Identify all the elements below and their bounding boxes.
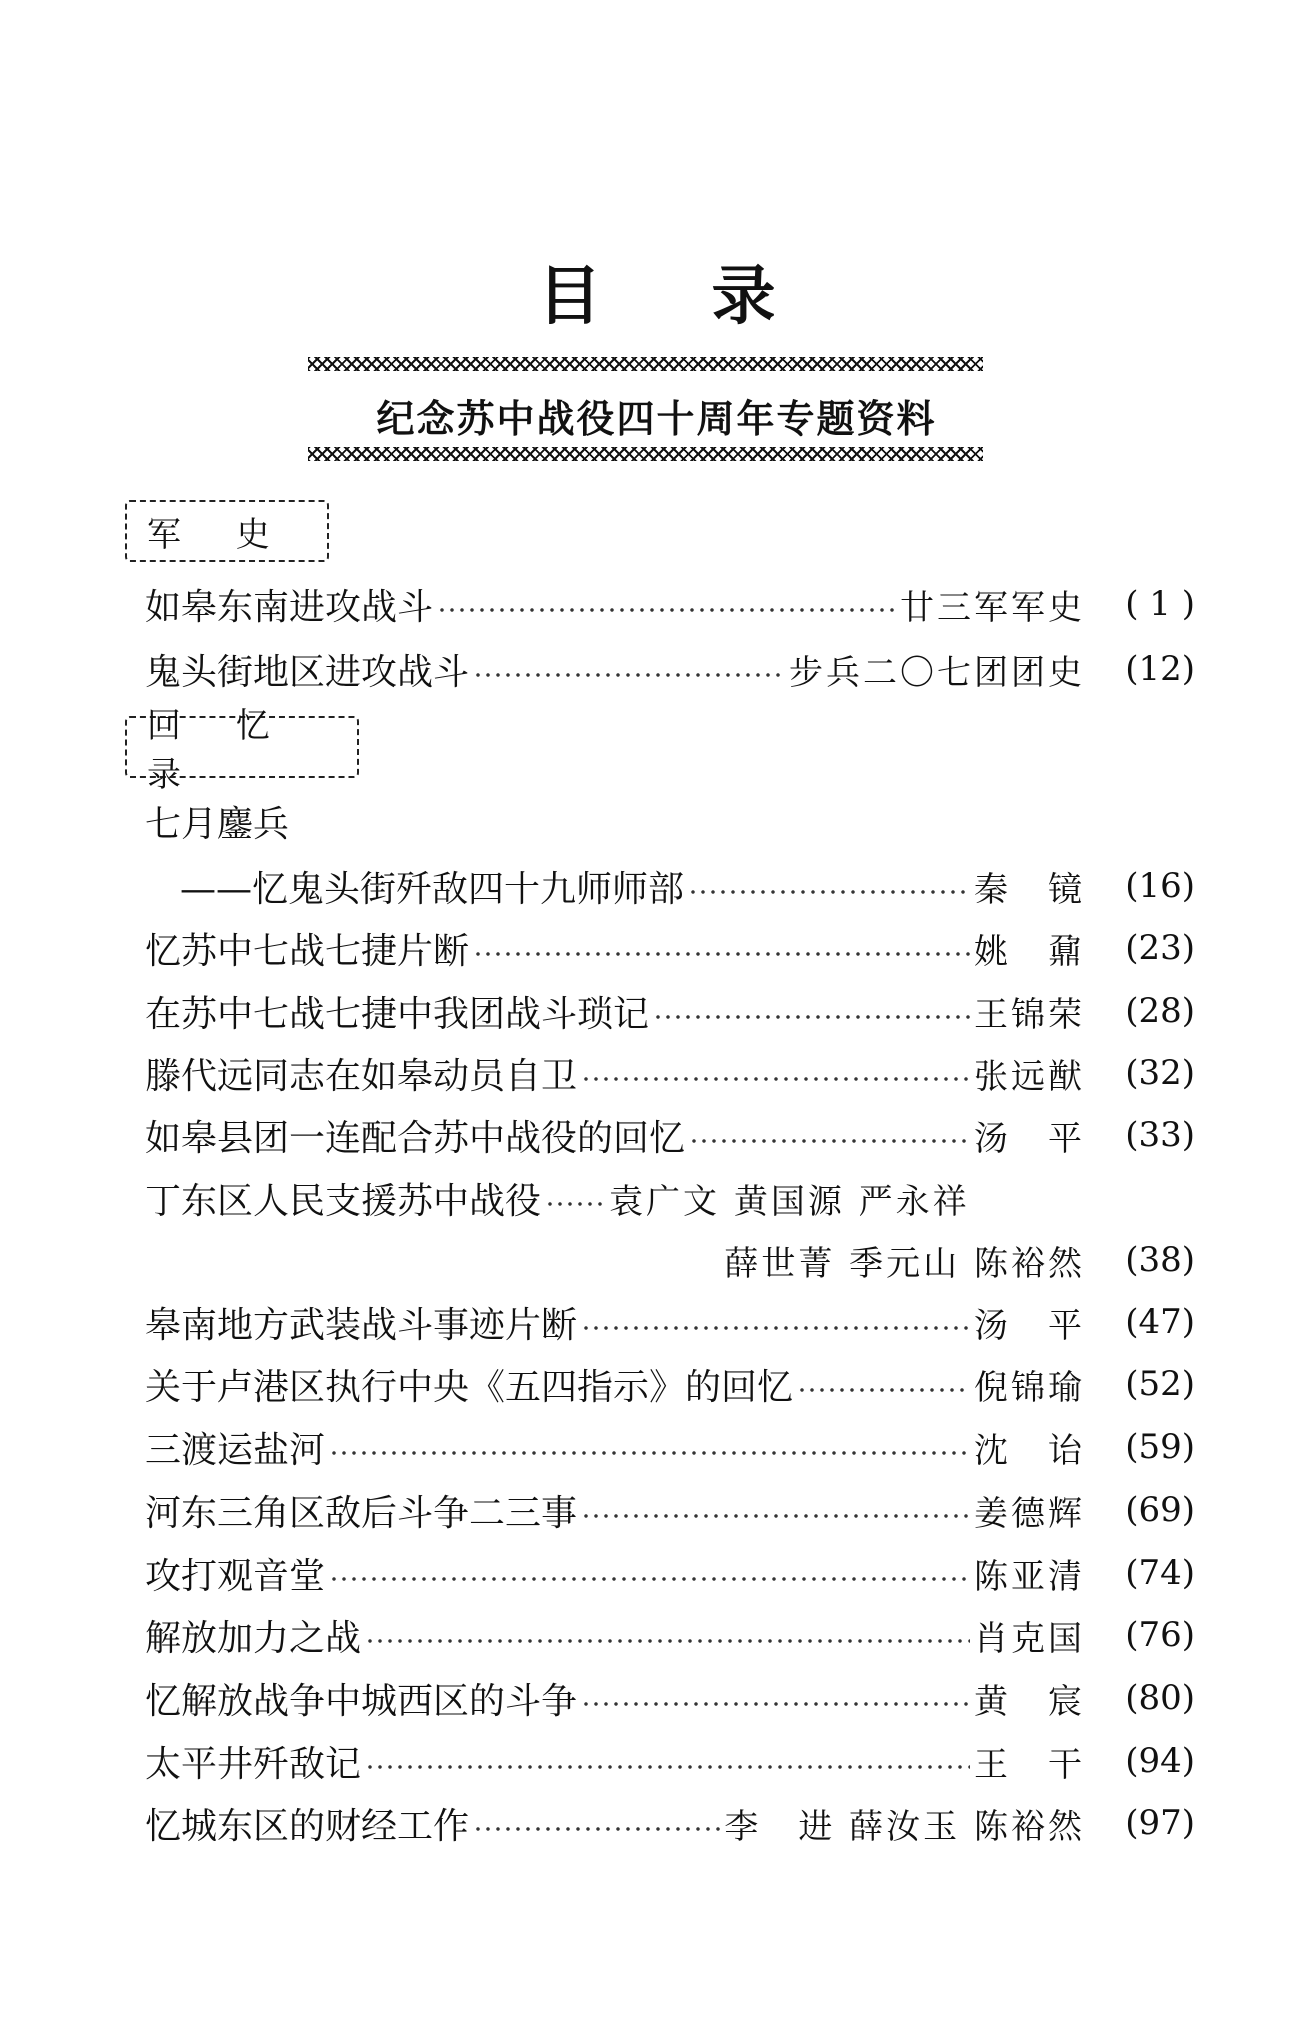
section-label-memoirs: 回 忆 录 (125, 716, 359, 778)
toc-entry-author: 汤 平 (974, 1305, 1085, 1346)
toc-entry-title: 忆城东区的财经工作 (145, 1805, 470, 1847)
toc-entry-author: 沈 诒 (974, 1430, 1085, 1471)
toc-entry[interactable] (145, 1045, 1195, 1101)
toc-entry-page: (76) (1125, 1615, 1195, 1655)
toc-entry-title: 忆解放战争中城西区的斗争 (145, 1680, 578, 1722)
toc-entry-page: (80) (1125, 1678, 1195, 1718)
toc-entry[interactable] (145, 983, 1195, 1039)
leader-dots (473, 950, 970, 958)
toc-entry[interactable] (145, 1545, 1195, 1601)
toc-entry-page: (59) (1125, 1427, 1195, 1467)
toc-entry[interactable] (145, 1419, 1195, 1475)
toc-entry-author: 姜德辉 (974, 1493, 1085, 1534)
leader-dots (473, 1825, 720, 1833)
toc-entry-author: 步兵二〇七团团史 (789, 652, 1085, 693)
toc-entry-title: 皋南地方武装战斗事迹片断 (145, 1304, 578, 1346)
toc-entry-author: 李 进 薛汝玉 陈裕然 (724, 1806, 1085, 1847)
page-title: 目录 (537, 259, 886, 334)
toc-entry-title: ——忆鬼头街歼敌四十九师师部 (180, 868, 685, 910)
toc-entry[interactable] (145, 1107, 1195, 1163)
toc-entry-author: 王 干 (974, 1744, 1085, 1785)
toc-entry-page: (69) (1125, 1490, 1195, 1530)
toc-entry-page: (28) (1125, 991, 1195, 1031)
toc-entry[interactable] (145, 1170, 1195, 1226)
toc-entry-continuation[interactable] (145, 1232, 1195, 1288)
toc-entry-page: ( 1 ) (1125, 584, 1195, 624)
toc-entry-author: 陈亚清 (974, 1556, 1085, 1597)
toc-entry-page: (23) (1125, 928, 1195, 968)
toc-entry[interactable] (145, 576, 1195, 632)
leader-dots (329, 1575, 970, 1583)
leader-dots (581, 1700, 970, 1708)
leader-dots (581, 1075, 970, 1083)
toc-entry-author: 黄 宸 (974, 1681, 1085, 1722)
toc-entry[interactable] (145, 1607, 1195, 1663)
toc-entry[interactable] (145, 920, 1195, 976)
toc-entry[interactable] (145, 1733, 1195, 1789)
leader-dots (473, 671, 785, 679)
toc-entry-title: 如皋东南进攻战斗 (145, 586, 434, 628)
toc-entry-author: 袁广文 黄国源 严永祥 (609, 1181, 970, 1222)
toc-entry-author: 王锦荣 (974, 994, 1085, 1035)
toc-entry-title: 太平井歼敌记 (145, 1743, 362, 1785)
toc-entry[interactable] (145, 1294, 1195, 1350)
toc-entry-title: 三渡运盐河 (145, 1429, 326, 1471)
toc-entry-title: 河东三角区敌后斗争二三事 (145, 1492, 578, 1534)
toc-entry-page: (12) (1125, 649, 1195, 689)
toc-entry-title: 关于卢港区执行中央《五四指示》的回忆 (145, 1366, 794, 1408)
leader-dots (545, 1200, 605, 1208)
leader-dots (581, 1512, 970, 1520)
toc-entry-author: 秦 镜 (974, 869, 1085, 910)
toc-entry-author: 薛世菁 季元山 陈裕然 (724, 1243, 1085, 1284)
leader-dots (689, 1137, 970, 1145)
toc-entry-title: 鬼头街地区进攻战斗 (145, 651, 470, 693)
toc-entry-title: 滕代远同志在如皋动员自卫 (145, 1055, 578, 1097)
banner-border-bottom (308, 447, 983, 461)
banner-border-top (308, 357, 983, 371)
leader-dots (581, 1324, 970, 1332)
toc-entry-page: (52) (1125, 1364, 1195, 1404)
toc-entry[interactable] (145, 1356, 1195, 1412)
section-label-military-history: 军 史 (125, 500, 329, 562)
toc-entry-page: (94) (1125, 1741, 1195, 1781)
toc-entry-title: 丁东区人民支援苏中战役 (145, 1180, 542, 1222)
toc-entry[interactable] (145, 1670, 1195, 1726)
toc-entry-page: (16) (1125, 866, 1195, 906)
toc-entry-author: 张远猷 (974, 1056, 1085, 1097)
toc-entry-title: 如皋县团一连配合苏中战役的回忆 (145, 1117, 686, 1159)
toc-entry-author: 汤 平 (974, 1118, 1085, 1159)
toc-entry-title: 攻打观音堂 (145, 1555, 326, 1597)
toc-entry-title: 忆苏中七战七捷片断 (145, 930, 470, 972)
toc-entry-title: 在苏中七战七捷中我团战斗琐记 (145, 993, 650, 1035)
toc-entry-author: 倪锦瑜 (974, 1367, 1085, 1408)
toc-entry-page: (97) (1125, 1803, 1195, 1843)
toc-entry-page: (38) (1125, 1240, 1195, 1280)
toc-entry-author: 肖克国 (974, 1618, 1085, 1659)
toc-entry-heading[interactable]: 七月鏖兵 (145, 804, 290, 845)
leader-dots (365, 1763, 970, 1771)
leader-dots (365, 1637, 970, 1645)
toc-entry-page: (47) (1125, 1302, 1195, 1342)
toc-entry-author: 姚 鼐 (974, 931, 1085, 972)
toc-entry-page: (33) (1125, 1115, 1195, 1155)
toc-entry-page: (74) (1125, 1553, 1195, 1593)
leader-dots (688, 888, 970, 896)
toc-entry[interactable] (145, 1795, 1195, 1851)
toc-entry[interactable] (145, 1482, 1195, 1538)
special-topic-subtitle: 纪念苏中战役四十周年专题资料 (376, 397, 937, 441)
toc-entry[interactable] (145, 641, 1195, 697)
leader-dots (329, 1449, 970, 1457)
toc-entry-title: 解放加力之战 (145, 1617, 362, 1659)
leader-dots (653, 1013, 970, 1021)
leader-dots (437, 606, 896, 614)
toc-entry-page: (32) (1125, 1053, 1195, 1093)
toc-entry[interactable] (180, 858, 1195, 914)
toc-entry-author: 廿三军军史 (900, 587, 1085, 628)
leader-dots (797, 1386, 970, 1394)
